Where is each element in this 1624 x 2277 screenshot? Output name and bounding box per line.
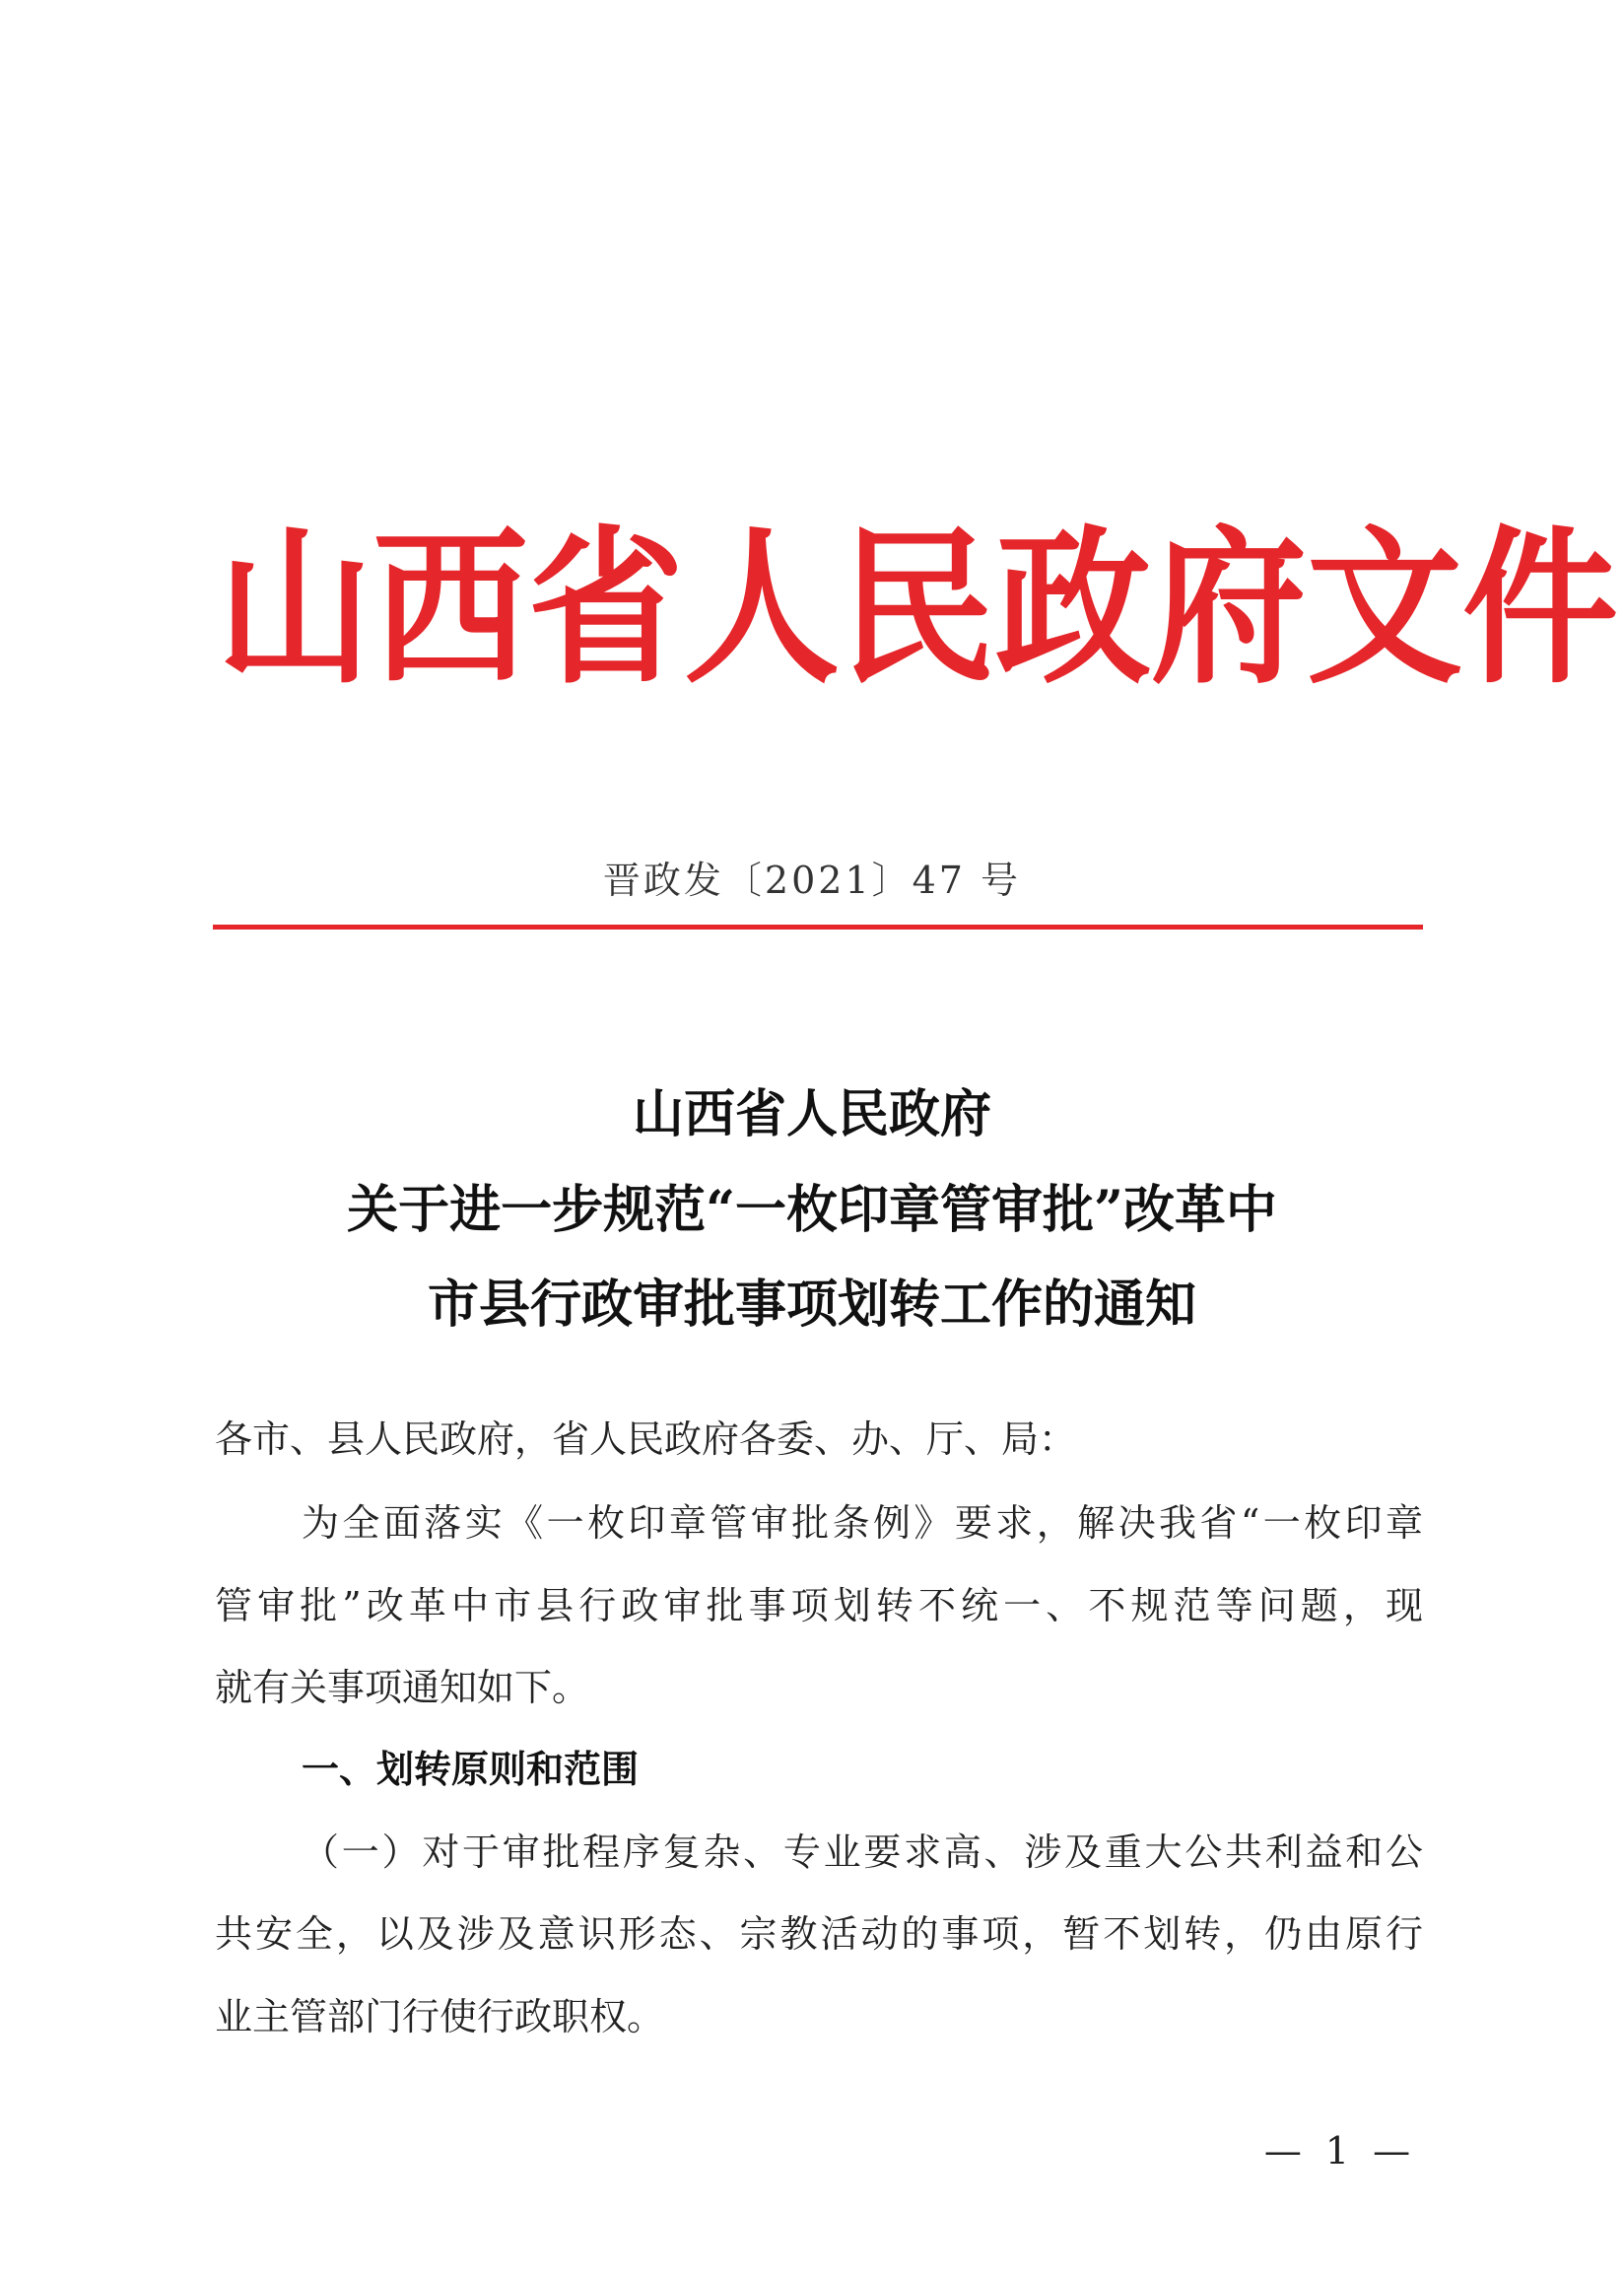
masthead-char: 件 [1462,511,1618,708]
item-paragraph-line: （一）对于审批程序复杂、专业要求高、涉及重大公共利益和公 [302,1830,1423,1874]
section-heading: 一、划转原则和范围 [302,1748,640,1791]
page-number: — 1 — [1263,2129,1417,2173]
masthead-char: 民 [840,511,995,708]
document-title-line-3: 市县行政审批事项划转工作的通知 [427,1275,1196,1335]
masthead-char: 人 [684,511,840,708]
intro-paragraph-line: 管审批”改革中市县行政审批事项划转不统一、不规范等问题，现 [215,1584,1423,1627]
item-paragraph-line: 业主管部门行使行政职权。 [215,1995,665,2038]
masthead-char: 省 [528,511,684,708]
item-paragraph-line: 共安全，以及涉及意识形态、宗教活动的事项，暂不划转，仍由原行 [215,1912,1423,1956]
masthead-char: 文 [1307,511,1462,708]
masthead-char: 政 [995,511,1151,708]
intro-paragraph-line: 为全面落实《一枚印章管审批条例》要求，解决我省“一枚印章 [302,1501,1423,1545]
document-number: 晋政发〔2021〕47 号 [602,859,1022,902]
masthead-char: 府 [1151,511,1307,708]
addressee-line: 各市、县人民政府，省人民政府各委、办、厅、局： [215,1417,1077,1461]
red-divider-line [213,925,1423,930]
masthead-char: 山 [217,511,372,708]
masthead-title [217,511,1618,708]
document-title-line-2: 关于进一步规范“一枚印章管审批”改革中 [347,1180,1277,1240]
intro-paragraph-line: 就有关事项通知如下。 [215,1666,590,1709]
document-title-line-1: 山西省人民政府 [632,1084,991,1144]
masthead-char: 西 [372,511,528,708]
